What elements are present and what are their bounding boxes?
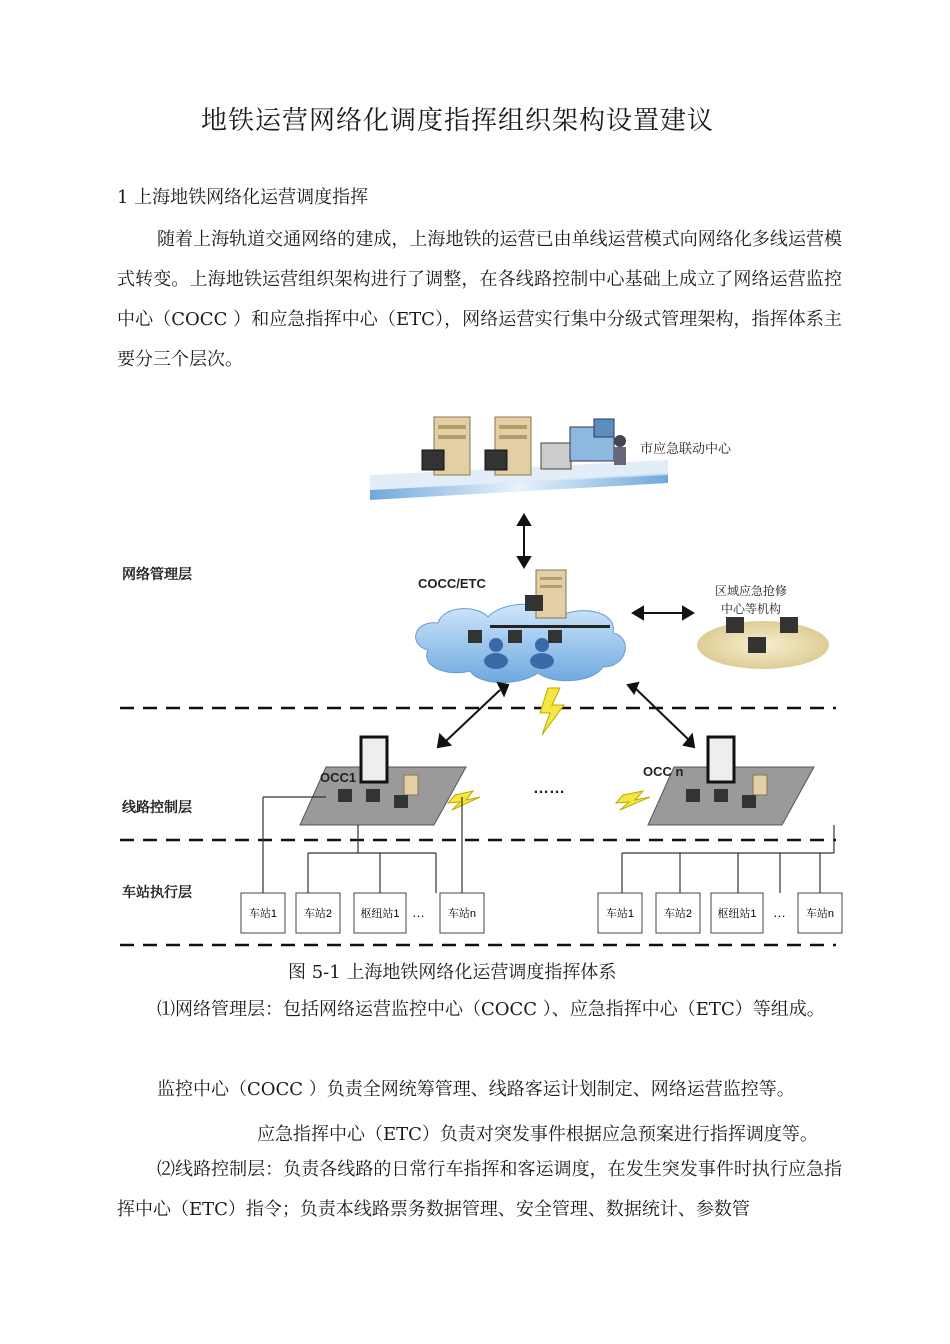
station-label: 车站1: [248, 908, 278, 920]
item-network-layer: [117, 990, 842, 1030]
station-label: 枢纽站1: [360, 908, 400, 920]
occn-platform: [643, 737, 814, 825]
item-monitor-center-text: 监控中心（COCC ）负责全网统筹管理、线路客运计划制定、网络运营监控等。: [157, 1079, 795, 1100]
bidirectional-arrow-icon: [438, 683, 508, 747]
item-monitor-center: [117, 1070, 842, 1110]
station-ellipsis: …: [412, 905, 425, 920]
station-layer-label: 车站执行层: [122, 884, 192, 900]
monitor-icon: [468, 630, 482, 643]
server-icon: [404, 775, 418, 795]
station-label: 枢纽站1: [717, 908, 757, 920]
monitor-icon: [686, 789, 700, 802]
occ1-platform: [300, 737, 466, 825]
regional-label-line2: 中心等机构: [721, 602, 782, 616]
monitor-icon: [748, 637, 766, 653]
monitor-icon: [708, 737, 734, 782]
bidirectional-arrow-icon: [518, 515, 530, 567]
monitor-icon: [726, 617, 744, 633]
station-label: 车站2: [663, 908, 693, 920]
monitor-icon: [525, 595, 543, 611]
occn-label: OCC n: [643, 764, 684, 779]
monitor-icon: [422, 450, 444, 470]
bidirectional-arrow-icon: [628, 683, 694, 747]
monitor-icon: [485, 450, 507, 470]
regional-repair-center: [697, 583, 829, 669]
section-heading: 1 上海地铁网络化运营调度指挥: [117, 187, 369, 208]
bidirectional-arrow-icon: [633, 607, 693, 619]
station-label: 车站n: [447, 908, 477, 920]
left-stations: [241, 893, 484, 933]
monitor-icon: [780, 617, 798, 633]
monitor-icon: [508, 630, 522, 643]
item-line-layer: [117, 1150, 842, 1230]
station-label: 车站n: [805, 908, 835, 920]
dispatch-system-diagram: [108, 405, 848, 955]
document-title: 地铁运营网络化调度指挥组织架构设置建议: [200, 106, 714, 136]
monitor-icon: [361, 737, 387, 782]
city-center-label: 市应急联动中心: [640, 441, 732, 456]
network-layer-label: 网络管理层: [122, 566, 192, 582]
operator-icon: [535, 638, 549, 652]
wireless-link-icon: [616, 791, 650, 810]
cocc-etc-label: COCC/ETC: [418, 576, 486, 591]
item-line-layer-text: ⑵线路控制层：负责各线路的日常行车指挥和客运调度，在发生突发事件时执行应急指挥中心（ETC）指令；负责本线路票务数据管理、安全管理、数据统计、参数管: [117, 1159, 842, 1220]
figure-caption: 图 5-1 上海地铁网络化运营调度指挥体系: [288, 962, 617, 983]
city-emergency-center-group: [370, 417, 732, 500]
cocc-etc-cloud: [416, 570, 626, 683]
monitor-icon: [714, 789, 728, 802]
monitor-icon: [338, 789, 352, 802]
item-emergency-center: 应急指挥中心（ETC）负责对突发事件根据应急预案进行指挥调度等。: [257, 1124, 818, 1145]
intro-paragraph: [117, 220, 842, 380]
occ1-label: OCC1: [320, 770, 357, 785]
right-station-tree: [622, 825, 834, 893]
monitor-icon: [394, 795, 408, 808]
monitor-icon: [742, 795, 756, 808]
item-network-layer-text: ⑴网络管理层：包括网络运营监控中心（COCC ）、应急指挥中心（ETC）等组成。: [157, 999, 825, 1020]
right-stations: [598, 893, 842, 933]
server-icon: [753, 775, 767, 795]
wireless-link-icon: [448, 791, 480, 810]
monitor-icon: [548, 630, 562, 643]
operator-icon: [489, 638, 503, 652]
operator-icon: [614, 435, 626, 447]
wireless-link-icon: [540, 688, 564, 735]
intro-text: 随着上海轨道交通网络的建成，上海地铁的运营已由单线运营模式向网络化多线运营模式转变。上海地铁运营组织架构进行了调整，在各线路控制中心基础上成立了网络运营监控中心（COCC ）和应急指挥中心（ETC），网络运营实行集中分级式管理架构，指挥体系主要分三个层次。: [117, 229, 842, 370]
regional-label-line1: 区域应急抢修: [715, 584, 788, 598]
line-layer-label: 线路控制层: [122, 799, 192, 815]
station-ellipsis: …: [773, 905, 786, 920]
more-lines-ellipsis: ……: [533, 780, 565, 797]
monitor-icon: [366, 789, 380, 802]
station-label: 车站2: [303, 908, 333, 920]
station-label: 车站1: [605, 908, 635, 920]
monitor-icon: [541, 443, 571, 469]
